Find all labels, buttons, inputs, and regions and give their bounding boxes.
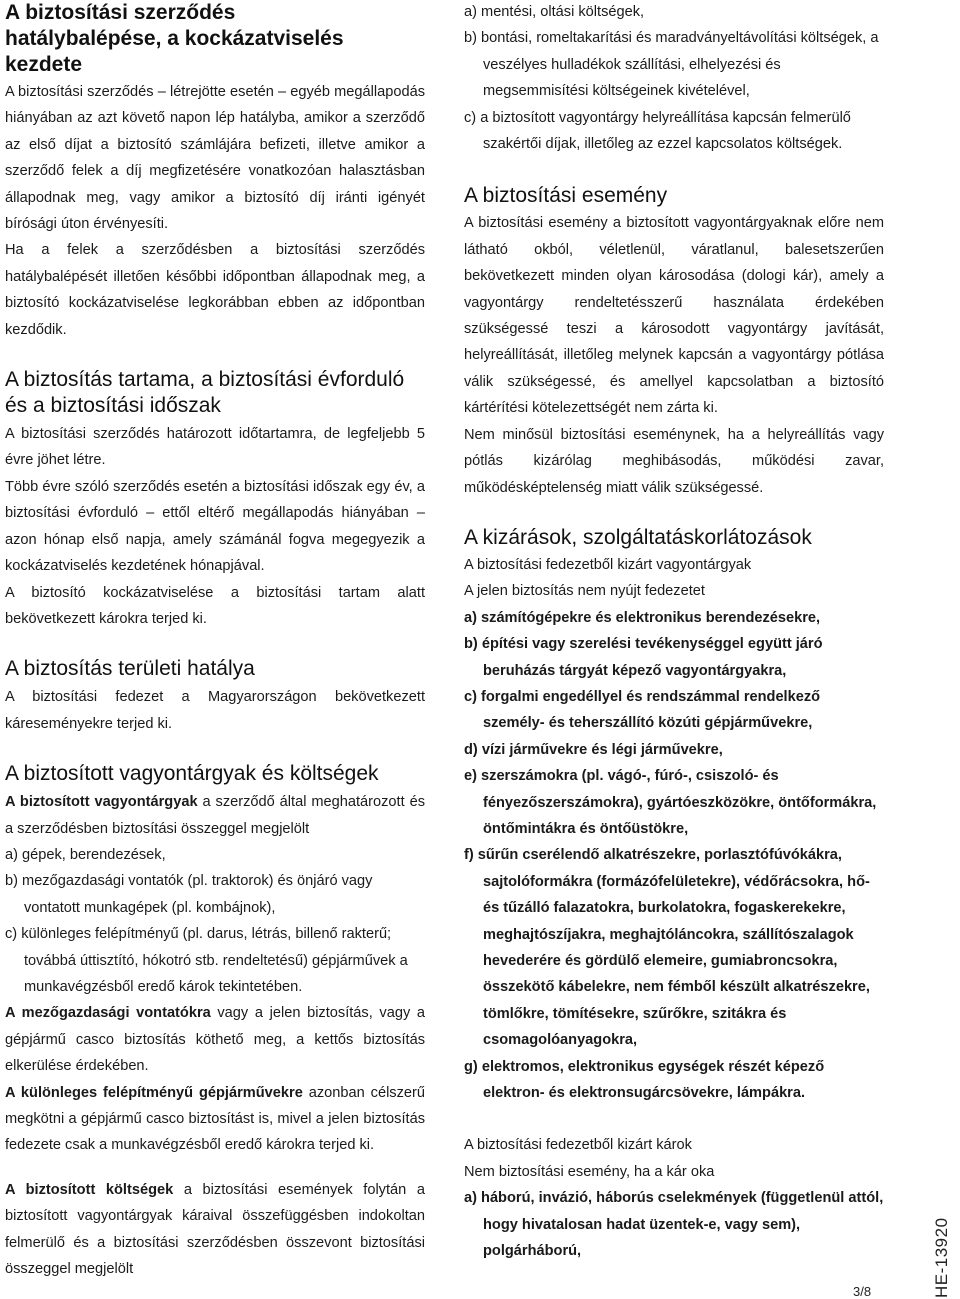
list-item: a) gépek, berendezések,: [5, 846, 166, 863]
section-title-territory: A biztosítás területi hatálya: [5, 657, 255, 681]
insured-assets-intro: [5, 789, 425, 842]
list-item: b) építési vagy szerelési tevékenységgel együtt járó beruházás tárgyát képező vagyontárgyakra,: [464, 636, 823, 679]
insured-costs-bold-lead: A biztosított költségek: [5, 1181, 174, 1198]
insurance-event-paragraph-1: A biztosítási esemény a biztosított vagyontárgyaknak előre nem látható okból, véletlenül, váratlanul, balesetszerűen bekövetkezett minden olyan károsodása (dologi kár), amely a vagyontárgy rendeltetésszerű használata érdekében szükségessé teszi a károsodott vagyontárgy javítását, helyreállítását, illetőleg melynek kapcsán a vagyontárgy pótlása válik szükségessé, és amellyel kapcsolatban a biztosító kártérítési kötelezettségét nem zárta ki.: [464, 215, 884, 417]
cost-items-list: [464, 0, 884, 157]
list-item: a) háború, invázió, háborús cselekmények (függetlenül attól, hogy hivatalosan hadat üzentek-e, vagy sem), polgárháború,: [464, 1190, 884, 1260]
tractors-paragraph: [5, 1000, 425, 1079]
list-item: f) sűrűn cserélendő alkatrészekre, porlasztófúvókákra, sajtolóformákra (formázófelületekre), védőrácsokra, hő- és tűzálló falazatokra, burkolatokra, fogaskerekekre, meghajtószíjakra, meghajtóláncokra, szállítószalagok hevederére és gördülő elemeire, gumiabroncsokra, összekötő kábelekre, nem fémből készült alkatrészekre, tömlőkre, tömítésekre, szűrőkre, szitákra és csomagolóanyagokra,: [464, 847, 870, 1049]
excluded-assets-subtitle: A biztosítási fedezetből kizárt vagyontárgyak: [464, 556, 752, 573]
document-code: HE-13920: [932, 1217, 951, 1298]
right-column: [464, 0, 884, 1264]
tractors-rest: vagy a jelen biztosítás, vagy a gépjármű casco biztosítás köthető meg, a kettős biztosítás elkerülése érdekében.: [5, 1005, 425, 1075]
excluded-damages-intro: Nem biztosítási esemény, ha a kár oka: [464, 1163, 715, 1180]
duration-paragraph-2: Több évre szóló szerződés esetén a biztosítási időszak egy év, a biztosítási évforduló – ettől eltérő megállapodás hiányában – azon hónap első napja, amely számánál fogva megegyezik a kockázatviselés kezdetének hónapjával.: [5, 478, 425, 575]
list-item: c) forgalmi engedéllyel és rendszámmal rendelkező személy- és teherszállító közúti gépjárművekre,: [464, 688, 821, 732]
insured-assets-list: [5, 842, 425, 1000]
list-item: d) vízi járművekre és légi járművekre,: [464, 741, 723, 758]
section-title-exclusions: A kizárások, szolgáltatáskorlátozások: [464, 525, 812, 549]
excluded-damages-subtitle: A biztosítási fedezetből kizárt károk: [464, 1137, 692, 1154]
list-item: g) elektromos, elektronikus egységek részét képező elektron- és elektronsugárcsövekre, lámpákra.: [464, 1058, 825, 1102]
tractors-bold-lead: A mezőgazdasági vontatókra: [5, 1005, 211, 1022]
insured-costs-paragraph: [5, 1177, 425, 1283]
insured-costs-rest: a biztosítási események folytán a biztosított vagyontárgyak káraival összefüggésben indokoltan felmerülő és a biztosítási szerződésben összevont biztosítási összeggel megjelölt: [5, 1181, 425, 1278]
effective-date-paragraph-1: A biztosítási szerződés – létrejötte esetén – egyéb megállapodás hiányában az azt követő napon lép hatályba, amikor a szerződő az első díjat a biztosító számlájára befizeti, illetve amikor a szerződő felek a díj megfizetésére vonatkozóan halasztásban állapodnak meg, vagy amikor a biztosító díj iránti igényét bírósági úton érvényesíti.: [5, 84, 425, 233]
left-column: [5, 0, 425, 1282]
section-title-effective-date: A biztosítási szerződés hatálybalépése, a kockázatviselés kezdete: [5, 1, 344, 76]
section-title-insurance-event: A biztosítási esemény: [464, 184, 668, 208]
effective-date-paragraph-2: Ha a felek a szerződésben a biztosítási szerződés hatálybalépését illetően későbbi időpontban állapodnak meg, a biztosító kockázatviselése legkorábban ebben az időpontban kezdődik.: [5, 242, 425, 338]
duration-paragraph-1: A biztosítási szerződés határozott időtartamra, de legfeljebb 5 évre jöhet létre.: [5, 426, 425, 469]
special-vehicles-paragraph: [5, 1080, 425, 1159]
excluded-assets-list: [464, 605, 884, 1107]
special-vehicles-rest: azonban célszerű megkötni a gépjármű casco biztosítást is, mivel a jelen biztosítás fedezete csak a munkavégzésből eredő károkra terjed ki.: [5, 1084, 425, 1154]
list-item: b) bontási, romeltakarítási és maradványeltávolítási költségek, a veszélyes hulladékok szállítási, elhelyezési és megsemmisítési költségeinek kivételével,: [464, 30, 879, 100]
excluded-damages-list: [464, 1185, 884, 1264]
insured-assets-intro-rest: a szerződő által meghatározott és a szerződésben biztosítási összeggel megjelölt: [5, 794, 425, 837]
list-item: a) mentési, oltási költségek,: [464, 4, 645, 20]
page-number: 3/8: [853, 1284, 872, 1299]
list-item: c) különleges felépítményű (pl. darus, létrás, billenő rakterű; továbbá úttisztító, hókotró stb. rendeltetésű) gépjárművek a munkavégzésből eredő károk tekintetében.: [5, 926, 408, 995]
list-item: b) mezőgazdasági vontatók (pl. traktorok) és önjáró vagy vontatott munkagépek (pl. kombájnok),: [5, 873, 373, 916]
excluded-assets-intro: A jelen biztosítás nem nyújt fedezetet: [464, 583, 705, 600]
territory-paragraph: A biztosítási fedezet a Magyarországon bekövetkezett káreseményekre terjed ki.: [5, 689, 425, 732]
list-item: a) számítógépekre és elektronikus berendezésekre,: [464, 609, 821, 626]
insured-assets-bold-lead: A biztosított vagyontárgyak: [5, 794, 198, 811]
list-item: e) szerszámokra (pl. vágó-, fúró-, csiszoló- és fényezőszerszámokra), gyártóeszközökre, öntőformákra, öntőmintákra és öntőüstökre,: [464, 768, 877, 837]
insurance-event-paragraph-2: Nem minősül biztosítási eseménynek, ha a helyreállítás vagy pótlás kizárólag meghibásodás, működési zavar, működésképtelenség miatt válik szükségessé.: [464, 426, 884, 496]
section-title-insured-assets: A biztosított vagyontárgyak és költségek: [5, 762, 379, 786]
special-vehicles-bold-lead: A különleges felépítményű gépjárművekre: [5, 1084, 303, 1101]
duration-paragraph-3: A biztosító kockázatviselése a biztosítási tartam alatt bekövetkezett károkra terjed ki.: [5, 584, 425, 627]
section-title-duration: A biztosítás tartama, a biztosítási évforduló és a biztosítási időszak: [5, 368, 405, 418]
list-item: c) a biztosított vagyontárgy helyreállítása kapcsán felmerülő szakértői díjak, illetőleg az ezzel kapcsolatos költségek.: [464, 109, 851, 153]
